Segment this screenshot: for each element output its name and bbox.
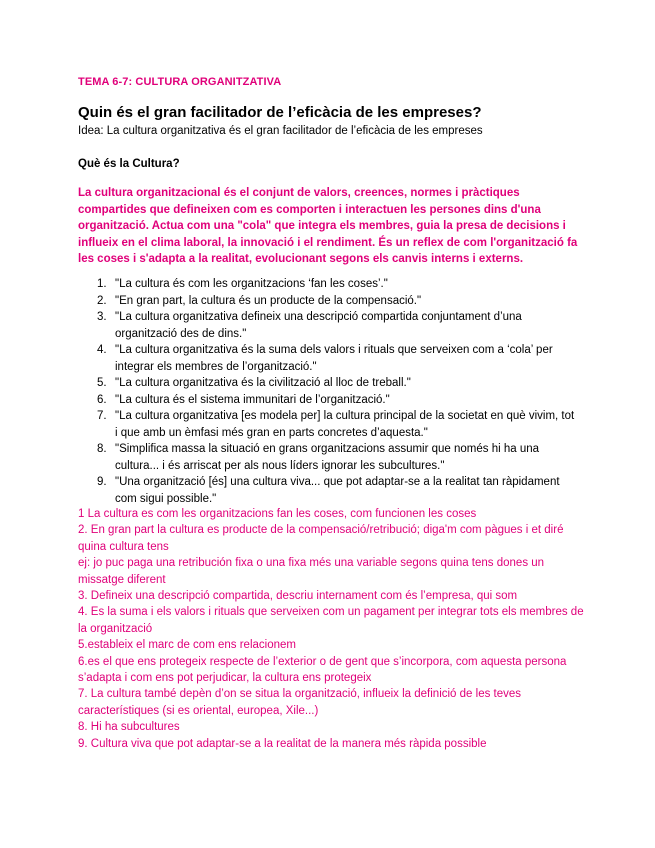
main-question: Quin és el gran facilitador de l’eficàcia de les empreses?: [78, 104, 482, 121]
list-item: [78, 474, 578, 507]
list-number: 1.: [97, 278, 107, 290]
list-item-text: "Simplifica massa la situació en grans organitzacions assumir que només hi ha una cultura... i és arriscat per als nous líders ignorar les subcultures.": [115, 443, 540, 472]
list-number: 6.: [97, 393, 107, 406]
list-number: 8.: [97, 443, 107, 455]
list-item-text: "La cultura organitzativa [es modela per] la cultura principal de la societat en què vivim, tot i que amb un èmfasi més gran en parts concretes d’aquesta.": [115, 410, 575, 439]
list-item: [78, 276, 578, 293]
list-item: [78, 441, 578, 474]
note-line: 6.es el que ens protegeix respecte de l’exterior o de gent que s’incorpora, com aquesta persona s’adapta i com ens pot perjudicar, la cultura ens protegeix: [78, 655, 567, 685]
list-number: 3.: [97, 311, 107, 323]
list-number: 5.: [97, 377, 107, 389]
quotes-list: [78, 276, 578, 507]
note-line: 2. En gran part la cultura es producte de la compensació/retribució; diga'm com pàgues i et diré quina cultura tens: [78, 524, 564, 553]
list-item: [78, 408, 578, 441]
note-line: 3. Defineix una descripció compartida, descriu internament com és l’empresa, qui som: [78, 590, 518, 603]
list-item-text: "La cultura organitzativa és la suma dels valors i rituals que serveixen com a ‘cola’ per integrar els membres de l’organització.": [115, 344, 553, 373]
idea-line: Idea: La cultura organitzativa és el gran facilitador de l’eficàcia de les empreses: [78, 125, 483, 137]
list-item-text: "La cultura organitzativa és la civilització al lloc de treball.": [115, 377, 411, 389]
list-item-text: "La cultura és el sistema immunitari de l’organització.": [115, 393, 390, 406]
list-item: [78, 293, 578, 310]
list-item-text: "La cultura organitzativa defineix una descripció compartida conjuntament d’una organització des de dins.": [115, 311, 522, 340]
list-item-text: "En gran part, la cultura és un producte de la compensació.": [115, 294, 422, 307]
list-item-text: "Una organització [és] una cultura viva... que pot adaptar-se a la realitat tan ràpidament com sigui possible.": [115, 476, 560, 505]
topic-title: TEMA 6-7: CULTURA ORGANITZATIVA: [78, 76, 282, 88]
list-number: 4.: [97, 344, 107, 356]
list-item-text: "La cultura és com les organitzacions ‘fan les coses’.": [115, 278, 388, 290]
list-item: [78, 375, 578, 392]
list-number: 7.: [97, 410, 107, 422]
list-item: [78, 392, 578, 409]
note-line: ej: jo puc paga una retribución fixa o una fixa més una variable segons quina tens dones un missatge diferent: [78, 557, 545, 586]
note-line: 7. La cultura també depèn d’on se situa la organització, influeix la definició de les teves característiques (si es oriental, europea, Xile...): [78, 688, 522, 717]
definition-paragraph: La cultura organitzacional és el conjunt de valors, creences, normes i pràctiques compartides que defineixen com es comporten i interactuen les persones dins d'una organització. Actua com una "cola" que integra els membres, guia la presa de decisions i influeix en el clima laboral, la innovació i el rendiment. És un reflex de com l'organització fa les coses i s'adapta a la realitat, evolucionant segons els canvis interns i externs.: [78, 187, 578, 265]
note-line: 1 La cultura es com les organitzacions fan les coses, com funcionen les coses: [78, 508, 477, 520]
list-item: [78, 309, 578, 342]
note-line: 4. Es la suma i els valors i rituals que serveixen com un pagament per integrar tots els membres de la organització: [78, 606, 584, 635]
list-number: 9.: [97, 476, 107, 488]
list-item: [78, 342, 578, 375]
notes-section: [78, 506, 588, 752]
list-number: 2.: [97, 294, 107, 307]
note-line: 5.estableix el marc de com ens relacionem: [78, 639, 296, 652]
note-line: 9. Cultura viva que pot adaptar-se a la realitat de la manera més ràpida possible: [78, 737, 487, 750]
note-line: 8. Hi ha subcultures: [78, 721, 180, 734]
section-heading: Què és la Cultura?: [78, 158, 180, 170]
